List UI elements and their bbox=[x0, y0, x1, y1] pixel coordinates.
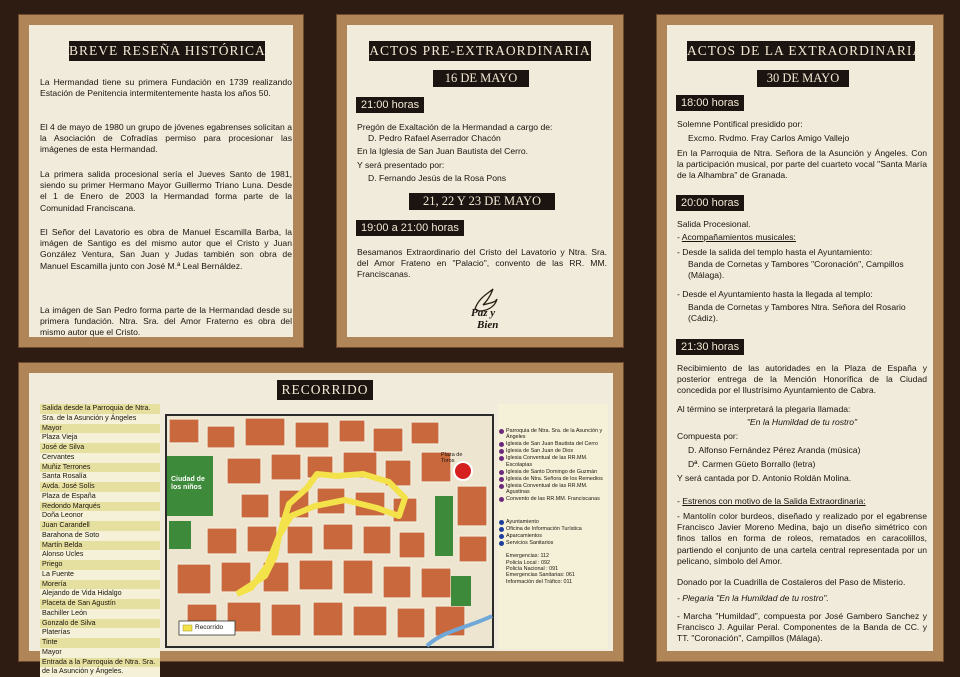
extra-l20: - Plegaria "En la Humildad de tu rostro". bbox=[677, 593, 829, 603]
extra-l1: Solemne Pontifical presidido por: bbox=[677, 119, 803, 129]
street-item: Juan Carandell bbox=[40, 521, 160, 531]
legend-phones bbox=[498, 547, 608, 585]
street-item: Platerías bbox=[40, 628, 160, 638]
street-item: Entrada a la Parroquia de Ntra. Sra. bbox=[40, 658, 160, 668]
map-legend bbox=[498, 404, 608, 649]
legend-label: Iglesia de San Juan de Dios bbox=[506, 448, 574, 455]
recorrido-panel bbox=[18, 362, 624, 676]
extra-paper bbox=[667, 25, 933, 651]
pre-date2: 21, 22 Y 23 DE MAYO bbox=[409, 193, 555, 210]
street-item: de la Asunción y Ángeles. bbox=[40, 667, 160, 677]
phone-item: Emergencias Sanitarias: 061 bbox=[506, 572, 575, 579]
extra-l2: Excmo. Rvdmo. Fray Carlos Amigo Vallejo bbox=[688, 133, 850, 143]
service-item bbox=[498, 533, 608, 539]
map-area bbox=[40, 404, 606, 676]
route-legend-label: Recorrido bbox=[195, 624, 224, 631]
legend-item bbox=[498, 441, 608, 447]
extra-hour2: 20:00 horas bbox=[676, 195, 744, 211]
church-icon bbox=[499, 470, 504, 475]
recorrido-title: RECORRIDO bbox=[277, 380, 373, 400]
estrenos-label: Estrenos con motivo de la Salida Extraordinaria: bbox=[682, 496, 866, 506]
legend-label: Parroquia de Ntra. Sra. de la Asunción y Ángeles bbox=[506, 428, 603, 441]
legend-item bbox=[498, 476, 608, 482]
pre-line3: En la Iglesia de San Juan Bautista del Cerro. bbox=[357, 146, 529, 156]
legend-item bbox=[498, 496, 608, 502]
pre-line1: Pregón de Exaltación de la Hermandad a cargo de: bbox=[357, 122, 553, 132]
street-item: Salida desde la Parroquia de Ntra. bbox=[40, 404, 160, 414]
pre-line2: D. Pedro Rafael Aserrador Chacón bbox=[368, 133, 501, 143]
extra-l21: - Marcha "Humildad", compuesta por José Gambero Sanchez y Francisco J. Aguilar Peral. Componentes de la Banda de CC. y TT. "Coronación", Campillos (Málaga). bbox=[677, 611, 927, 644]
extra-l16: Y será cantada por D. Antonio Roldán Molina. bbox=[677, 473, 852, 483]
street-item: Bachiller León bbox=[40, 609, 160, 619]
service-item bbox=[498, 519, 608, 525]
historia-p3: La primera salida procesional sería el Jueves Santo de 1981, siendo su primer Hermano Mayor Guillermo Triano Luna. Desde el 1 de Enero de 2003 la Hermandad forma parte de la Comunidad Franciscana. bbox=[40, 169, 292, 213]
extra-l15: Dª. Carmen Güeto Borrallo (letra) bbox=[688, 459, 816, 469]
service-icon bbox=[499, 541, 504, 546]
pre-hour1: 21:00 horas bbox=[356, 97, 424, 113]
extra-l12: "En la Humildad de tu rostro" bbox=[746, 417, 858, 427]
extra-date: 30 DE MAYO bbox=[757, 70, 849, 87]
extra-l9: Banda de Cornetas y Tambores Ntra. Señora del Rosario (Cádiz). bbox=[688, 302, 906, 324]
pre-panel bbox=[336, 14, 624, 348]
legend-label: Iglesia de Ntra. Señora de los Remedios bbox=[506, 475, 603, 482]
street-item: Mayor bbox=[40, 424, 160, 434]
pre-line4: Y será presentado por: bbox=[357, 160, 445, 170]
legend-item bbox=[498, 428, 608, 441]
pre-line5: D. Fernando Jesús de la Rosa Pons bbox=[368, 173, 507, 183]
street-item: Alonso Ucles bbox=[40, 550, 160, 560]
plaza-toros-label: Plaza de Toros bbox=[441, 452, 463, 464]
street-item: Plaza de España bbox=[40, 492, 160, 502]
service-label: Aparcamientos bbox=[506, 533, 542, 540]
ciudad-label: Ciudad de los niños bbox=[171, 476, 205, 491]
service-icon bbox=[499, 534, 504, 539]
street-item: Barahona de Soto bbox=[40, 531, 160, 541]
map-svg bbox=[167, 416, 492, 646]
extra-l17: - Estrenos con motivo de la Salida Extraordinaria: bbox=[677, 496, 866, 506]
recorrido-paper bbox=[29, 373, 613, 676]
historia-panel bbox=[18, 14, 304, 348]
service-label: Ayuntamiento bbox=[506, 519, 539, 526]
phone-item: Información del Tráfico: 011 bbox=[506, 578, 573, 585]
church-icon bbox=[499, 484, 504, 489]
church-icon bbox=[499, 477, 504, 482]
pre-text2: Besamanos Extraordinario del Cristo del Lavatorio y Ntra. Sra. del Amor Frateno en "Palacio", convento de las RR. MM. Franciscanas. bbox=[357, 247, 607, 280]
street-item: Cervantes bbox=[40, 453, 160, 463]
church-icon bbox=[499, 442, 504, 447]
legend-services bbox=[498, 503, 608, 546]
extra-l10: Recibimiento de las autoridades en la Plaza de España y posterior entrega de la Mención Honorífica de la Ciudad concedida por el Ilustrísimo Ayuntamiento de Cabra. bbox=[677, 363, 927, 396]
legend-item bbox=[498, 469, 608, 475]
extra-l7: Banda de Cornetas y Tambores "Coronación", Campillos (Málaga). bbox=[688, 259, 904, 281]
historia-p5: La imágen de San Pedro forma parte de la Hermandad desde su primera fundación. Ntra. Sra. del Amor Fraterno es obra del mismo autor que el Cristo. bbox=[40, 305, 292, 338]
extra-hour1: 18:00 horas bbox=[676, 95, 744, 111]
plaza-de-toros-marker bbox=[454, 462, 472, 480]
legend-label: Convento de las RR.MM. Franciscanas bbox=[506, 496, 600, 503]
street-item: Sra. de la Asunción y Ángeles bbox=[40, 414, 160, 424]
phone-item: Emergencias: 112 bbox=[506, 553, 550, 560]
service-icon bbox=[499, 520, 504, 525]
street-item: José de Silva bbox=[40, 443, 160, 453]
street-item: Avda. José Solís bbox=[40, 482, 160, 492]
street-list bbox=[40, 404, 160, 677]
street-item: Gonzalo de Silva bbox=[40, 619, 160, 629]
extra-l14: D. Alfonso Fernández Pérez Aranda (música) bbox=[688, 445, 861, 455]
legend-item bbox=[498, 483, 608, 496]
pre-paper bbox=[347, 25, 613, 337]
extra-l8: - Desde el Ayuntamiento hasta la llegada al templo: bbox=[677, 289, 873, 299]
acompanamientos-label: Acompañamientos musicales: bbox=[681, 232, 796, 242]
service-label: Oficina de Información Turística bbox=[506, 526, 582, 533]
street-item: Redondo Marqués bbox=[40, 502, 160, 512]
street-item: Morería bbox=[40, 580, 160, 590]
church-icon bbox=[499, 449, 504, 454]
extra-l3: En la Parroquia de Ntra. Señora de la Asunción y Ángeles. Con la participación musical, por parte del cuarteto vocal "Santa María de la Alhambra" de Granada. bbox=[677, 148, 928, 181]
service-label: Servicios Sanitarios bbox=[506, 540, 554, 547]
logo-line1: Paz y bbox=[471, 307, 496, 319]
legend-churches bbox=[498, 404, 608, 503]
street-item: Priego bbox=[40, 560, 160, 570]
service-item bbox=[498, 526, 608, 532]
legend-label: Iglesia Conventual de las RR.MM. Agustinas bbox=[506, 482, 588, 496]
street-item: Santa Rosalía bbox=[40, 472, 160, 482]
extra-l18: - Mantolín color burdeos, diseñado y realizado por el egabrense Francisco Javier Moreno Medina, bajo un diseño simétrico con finos tallos en forma de roleos, rematados en caracolillos, partiendo el conjunto de una cartela central representada por un pelicano, símbolo del Amor. bbox=[677, 511, 927, 566]
extra-panel bbox=[656, 14, 944, 662]
historia-p1: La Hermandad tiene su primera Fundación en 1739 realizando Estación de Penitencia intermitentemente hasta los años 50. bbox=[40, 77, 292, 99]
extra-l4: Salida Procesional. bbox=[677, 219, 751, 229]
legend-label: Iglesia de San Juan Bautista del Cerro bbox=[506, 441, 598, 448]
extra-l19: Donado por la Cuadrilla de Costaleros del Paso de Misterio. bbox=[677, 577, 906, 587]
street-item: La Fuente bbox=[40, 570, 160, 580]
street-item: Alejando de Vida Hidalgo bbox=[40, 589, 160, 599]
service-item bbox=[498, 540, 608, 546]
paz-y-bien-logo bbox=[457, 287, 517, 337]
street-item: Doña Leonor bbox=[40, 511, 160, 521]
extra-hour3: 21:30 horas bbox=[676, 339, 744, 355]
pre-date1: 16 DE MAYO bbox=[433, 70, 529, 87]
extra-l11: Al término se interpretará la plegaria llamada: bbox=[677, 404, 851, 414]
historia-p4: El Señor del Lavatorio es obra de Manuel Escamilla Barba, la imágen de Santigo es del mismo autor que el Cristo y Juan González Ventura, San Juan y Judas también son obra de Manuel Escamilla junto con José M.ª Leal Bernáldez. bbox=[40, 227, 292, 271]
extra-l6: - Desde la salida del templo hasta el Ayuntamiento: bbox=[677, 247, 873, 257]
legend-item bbox=[498, 448, 608, 454]
street-item: Placeta de San Agustín bbox=[40, 599, 160, 609]
historia-paper bbox=[29, 25, 293, 337]
historia-title: BREVE RESEÑA HISTÓRICA bbox=[69, 41, 265, 61]
logo-line2: Bien bbox=[477, 319, 499, 331]
pre-title: ACTOS PRE-EXTRAORDINARIA bbox=[369, 41, 591, 61]
church-icon bbox=[499, 497, 504, 502]
legend-item bbox=[498, 455, 608, 468]
phone-item: Policía Local : 092 bbox=[506, 559, 551, 566]
phone-item: Policía Nacional : 091 bbox=[506, 566, 559, 573]
street-item: Plaza Vieja bbox=[40, 433, 160, 443]
church-icon bbox=[499, 456, 504, 461]
church-icon bbox=[499, 429, 504, 434]
street-item: Mayor bbox=[40, 648, 160, 658]
extra-l13: Compuesta por: bbox=[677, 431, 739, 441]
extra-title: ACTOS DE LA EXTRAORDINARIA bbox=[687, 41, 915, 61]
legend-label: Iglesia Conventual de las RR.MM. Escolapias bbox=[506, 455, 588, 468]
legend-label: Iglesia de Santo Domingo de Guzmán bbox=[506, 468, 598, 475]
city-map bbox=[165, 414, 494, 648]
street-item: Tinte bbox=[40, 638, 160, 648]
extra-l5: - Acompañamientos musicales: bbox=[677, 232, 796, 242]
historia-p2: El 4 de mayo de 1980 un grupo de jóvenes egabrenses solicitan a la Asociación de Cofradías permiso para procesionar las imágenes de esta Hermandad. bbox=[40, 122, 292, 155]
street-item: Martín Belda bbox=[40, 541, 160, 551]
service-icon bbox=[499, 527, 504, 532]
street-item: Muñiz Terrones bbox=[40, 463, 160, 473]
pre-hour2: 19:00 a 21:00 horas bbox=[356, 220, 464, 236]
